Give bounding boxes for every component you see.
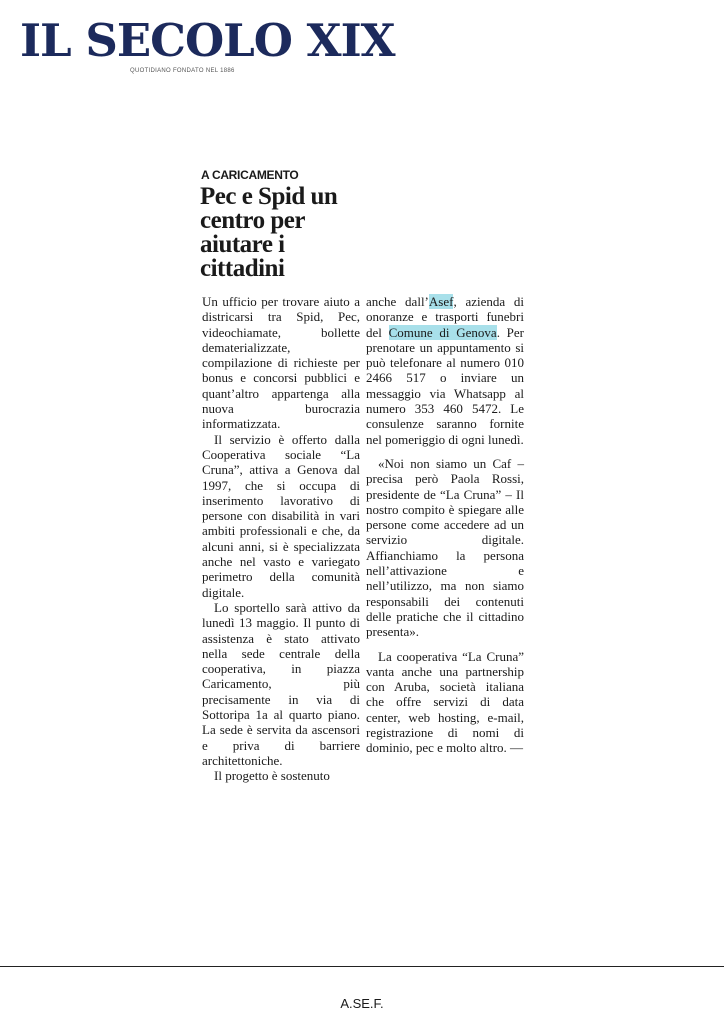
paragraph: Il servizio è offerto dalla Cooperativa sociale “La Cruna”, attiva a Genova dal 1997, che si occupa di inserimento lavorativo di persone con disabilità in vari ambiti professionali e che, da alcuni anni, si è specializzata anche nel vasto e variegato perimetro della comunità digitale. — [202, 431, 360, 600]
text-run: . Per prenotare un appuntamento si può telefonare al numero 010 2466 517 o inviare un messaggio via Whatsapp al numero 353 460 5472. Le consulenze saranno fornite nel pomeriggio di ogni lunedì. — [366, 324, 524, 447]
article-column-2 — [366, 294, 524, 756]
footer-source: A.SE.F. — [340, 996, 384, 1011]
text-run: , azienda di onoranze e trasporti funebri del — [366, 294, 524, 340]
article-headline: Pec e Spid un centro per aiutare i cittadini — [200, 183, 338, 282]
highlighted-comune-di-genova: Comune di Genova — [388, 324, 497, 340]
paragraph: Lo sportello sarà attivo da lunedì 13 maggio. Il punto di assistenza è stato attivato nella sede centrale della cooperativa, in piazza Caricamento, più precisamente in via di Sottoripa 1a al quarto piano. La sede è servita da ascensori e priva di barriere architettoniche. — [202, 599, 360, 768]
footer-divider — [0, 966, 724, 967]
newspaper-masthead: IL SECOLO XIX — [20, 14, 395, 67]
paragraph: La cooperativa “La Cruna” vanta anche una partnership con Aruba, società italiana che offre servizi di data center, web hosting, e-mail, registrazione di nomi di dominio, pec e molto altro. — — [366, 648, 524, 756]
paragraph — [366, 294, 524, 447]
paragraph: Il progetto è sostenuto — [214, 768, 330, 784]
article-column-1 — [202, 294, 360, 784]
highlighted-asef: Asef — [428, 294, 454, 309]
paragraph: Un ufficio per trovare aiuto a districarsi tra Spid, Pec, videochiamate, bollette dematerializzate, compilazione di richieste per bonus e concorsi pubblici e quant’altro appartenga alla nuova burocrazia informatizzata. — [202, 294, 360, 432]
text-run: anche dall’ — [366, 294, 429, 309]
masthead-tagline: QUOTIDIANO FONDATO NEL 1886 — [130, 68, 235, 74]
paragraph: «Noi non siamo un Caf – precisa però Paola Rossi, presidente de “La Cruna” – Il nostro compito è spiegare alle persone come accedere ad un servizio digitale. Affianchiamo la persona nell’attivazione e nell’utilizzo, ma non siamo responsabili dei contenuti delle pratiche che il cittadino presenta». — [366, 455, 524, 640]
article-kicker: A CARICAMENTO — [201, 168, 299, 182]
